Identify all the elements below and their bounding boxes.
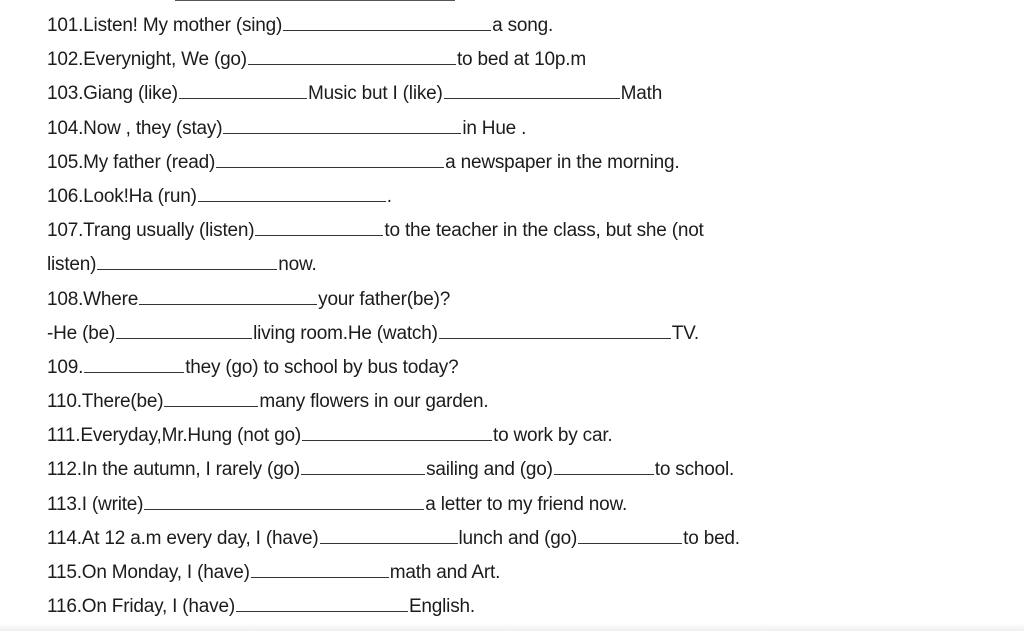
prompt-text: 111.Everyday,Mr.Hung (not go) <box>47 425 301 447</box>
prompt-text: TV. <box>671 322 699 344</box>
prompt-text: Math <box>620 83 663 105</box>
answer-blank[interactable] <box>139 285 317 305</box>
exercise-104 <box>47 112 1004 146</box>
answer-blank[interactable] <box>116 319 252 339</box>
prompt-text: 116.On Friday, I (have) <box>47 596 235 618</box>
prompt-text: 106.Look!Ha (run) <box>47 185 197 207</box>
prompt-text: a letter to my friend now. <box>425 493 628 515</box>
exercise-106 <box>47 180 1004 214</box>
prompt-text: 107.Trang usually (listen) <box>47 220 255 242</box>
answer-blank[interactable] <box>144 490 424 510</box>
prompt-text: 115.On Monday, I (have) <box>47 562 250 583</box>
answer-blank[interactable] <box>223 114 461 134</box>
exercise-116 <box>47 590 1004 624</box>
prompt-text: they (go) to school by bus today? <box>185 356 459 378</box>
answer-blank[interactable] <box>578 524 682 544</box>
exercise-101 <box>47 9 1004 43</box>
prompt-text: 108.Where <box>47 288 139 310</box>
answer-blank[interactable] <box>320 524 458 544</box>
prompt-text: 113.I (write) <box>47 493 144 515</box>
prompt-text: 114.At 12 a.m every day, I (have) <box>47 527 319 549</box>
prompt-text: 110.There(be) <box>47 391 164 413</box>
exercise-111 <box>47 419 1004 453</box>
prompt-text: to school. <box>654 459 735 481</box>
prompt-text: math and Art. <box>389 562 501 583</box>
prompt-text: 109. <box>47 356 84 378</box>
answer-blank[interactable] <box>302 421 492 441</box>
prompt-text: . <box>386 185 392 207</box>
prompt-text: now. <box>278 254 317 276</box>
answer-blank[interactable] <box>236 592 408 612</box>
prompt-text: 105.My father (read) <box>47 151 216 173</box>
answer-blank[interactable] <box>216 148 444 168</box>
exercise-108-answer <box>47 317 1004 351</box>
prompt-text: a newspaper in the morning. <box>445 151 680 173</box>
exercise-113 <box>47 488 1004 522</box>
answer-blank[interactable] <box>554 455 654 475</box>
exercise-107 <box>47 214 1004 248</box>
exercise-sheet <box>47 9 1004 624</box>
exercise-109 <box>47 351 1004 385</box>
answer-blank[interactable] <box>439 319 671 339</box>
prompt-text: to the teacher in the class, but she (not <box>384 220 704 242</box>
exercise-107-continued <box>47 248 1004 282</box>
bottom-edge <box>0 623 1024 631</box>
answer-blank[interactable] <box>84 353 184 373</box>
answer-blank[interactable] <box>251 558 389 578</box>
answer-blank[interactable] <box>179 79 307 99</box>
prompt-text: 104.Now , they (stay) <box>47 117 223 139</box>
exercise-105 <box>47 146 1004 180</box>
answer-blank[interactable] <box>255 216 383 236</box>
prompt-text: listen) <box>47 254 97 276</box>
prompt-text: -He (be) <box>47 322 116 344</box>
exercise-108 <box>47 283 1004 317</box>
prompt-text: English. <box>408 596 475 618</box>
answer-blank[interactable] <box>248 45 456 65</box>
exercise-114 <box>47 522 1004 556</box>
exercise-103 <box>47 77 1004 111</box>
prompt-text: Music but I (like) <box>307 83 443 105</box>
answer-blank[interactable] <box>97 250 277 270</box>
exercise-115 <box>47 556 1004 590</box>
prompt-text: a song. <box>492 15 554 36</box>
prompt-text: many flowers in our garden. <box>259 391 489 413</box>
prompt-text: in Hue . <box>462 117 527 139</box>
prompt-text: 112.In the autumn, I rarely (go) <box>47 459 301 481</box>
exercise-102 <box>47 43 1004 77</box>
exercise-110 <box>47 385 1004 419</box>
answer-blank[interactable] <box>444 79 620 99</box>
answer-blank[interactable] <box>283 11 491 31</box>
prompt-text: 102.Everynight, We (go) <box>47 49 247 71</box>
answer-blank[interactable] <box>198 182 386 202</box>
prompt-text: to work by car. <box>493 425 613 447</box>
prompt-text: 101.Listen! My mother (sing) <box>47 15 283 36</box>
prompt-text: your father(be)? <box>318 288 451 310</box>
top-rule <box>175 0 455 3</box>
exercise-112 <box>47 453 1004 487</box>
prompt-text: to bed. <box>683 527 740 549</box>
prompt-text: 103.Giang (like) <box>47 83 178 105</box>
prompt-text: to bed at 10p.m <box>456 49 586 71</box>
answer-blank[interactable] <box>301 455 425 475</box>
prompt-text: sailing and (go) <box>426 459 553 481</box>
prompt-text: living room.He (watch) <box>253 322 438 344</box>
answer-blank[interactable] <box>164 387 258 407</box>
prompt-text: lunch and (go) <box>458 527 578 549</box>
